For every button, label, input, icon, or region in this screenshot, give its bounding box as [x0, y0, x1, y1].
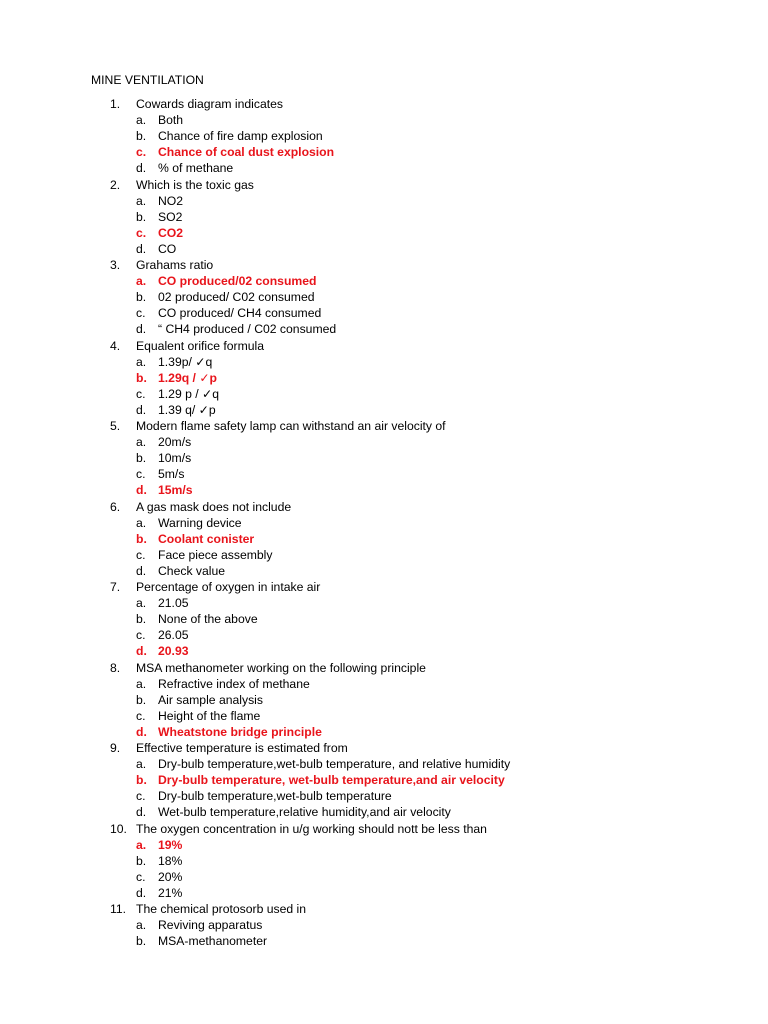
option-letter: b. — [136, 612, 147, 626]
option-letter: d. — [136, 403, 147, 417]
option-text: 20m/s — [158, 435, 192, 449]
option-letter: a. — [136, 516, 147, 530]
option-letter: d. — [136, 161, 147, 175]
question-number: 7. — [110, 580, 121, 594]
question-text: MSA methanometer working on the following principle — [136, 661, 426, 675]
question-text: The oxygen concentration in u/g working should nott be less than — [136, 822, 487, 836]
option-letter: c. — [136, 387, 146, 401]
correct-option-text: CO2 — [158, 226, 184, 240]
option-letter: c. — [136, 548, 146, 562]
question-number: 2. — [110, 178, 121, 192]
correct-option-letter: a. — [136, 838, 147, 852]
option-text: 02 produced/ C02 consumed — [158, 290, 315, 304]
question-number: 11. — [110, 902, 127, 916]
question-number: 4. — [110, 339, 121, 353]
option-text: 26.05 — [158, 628, 189, 642]
option-text: Dry-bulb temperature,wet-bulb temperature — [158, 789, 392, 803]
correct-option-letter: b. — [136, 532, 147, 546]
option-text: 21.05 — [158, 596, 189, 610]
correct-option-letter: d. — [136, 725, 147, 739]
option-text: Dry-bulb temperature,wet-bulb temperature, and relative humidity — [158, 757, 511, 771]
option-letter: d. — [136, 242, 147, 256]
option-text: 1.39 q/ ✓p — [158, 403, 216, 417]
option-letter: a. — [136, 355, 147, 369]
option-text: 20% — [158, 870, 183, 884]
question-text: Cowards diagram indicates — [136, 97, 283, 111]
option-letter: a. — [136, 596, 147, 610]
correct-option-text: 20.93 — [158, 644, 189, 658]
question-text: Which is the toxic gas — [136, 178, 254, 192]
correct-option-text: Wheatstone bridge principle — [158, 725, 322, 739]
option-letter: d. — [136, 886, 147, 900]
option-letter: d. — [136, 322, 147, 336]
option-letter: c. — [136, 870, 146, 884]
correct-option-text: 1.29q / ✓p — [158, 371, 217, 385]
option-text: 10m/s — [158, 451, 192, 465]
option-letter: d. — [136, 805, 147, 819]
option-text: Wet-bulb temperature,relative humidity,and air velocity — [158, 805, 451, 819]
option-letter: a. — [136, 194, 147, 208]
correct-option-letter: b. — [136, 773, 147, 787]
question-number: 9. — [110, 741, 121, 755]
option-text: Face piece assembly — [158, 548, 273, 562]
option-letter: a. — [136, 677, 147, 691]
correct-option-letter: a. — [136, 274, 147, 288]
option-letter: c. — [136, 709, 146, 723]
option-letter: b. — [136, 451, 147, 465]
option-text: 1.39p/ ✓q — [158, 355, 213, 369]
correct-option-letter: c. — [136, 226, 147, 240]
option-letter: a. — [136, 757, 147, 771]
option-text: 1.29 p / ✓q — [158, 387, 220, 401]
option-text: SO2 — [158, 210, 183, 224]
option-text: Check value — [158, 564, 226, 578]
option-letter: b. — [136, 693, 147, 707]
question-text: A gas mask does not include — [136, 500, 292, 514]
option-text: Both — [158, 113, 184, 127]
correct-option-letter: c. — [136, 145, 147, 159]
question-text: The chemical protosorb used in — [136, 902, 307, 916]
option-text: CO — [158, 242, 177, 256]
question-number: 5. — [110, 419, 121, 433]
option-letter: c. — [136, 628, 146, 642]
option-text: Warning device — [158, 516, 242, 530]
correct-option-text: Dry-bulb temperature, wet-bulb temperature,and air velocity — [158, 773, 505, 787]
option-letter: a. — [136, 113, 147, 127]
correct-option-text: Chance of coal dust explosion — [158, 145, 335, 159]
correct-option-text: 19% — [158, 838, 183, 852]
option-text: Chance of fire damp explosion — [158, 129, 323, 143]
option-text: “ CH4 produced / C02 consumed — [158, 322, 337, 336]
correct-option-text: Coolant conister — [158, 532, 255, 546]
option-text: 5m/s — [158, 467, 185, 481]
option-text: Refractive index of methane — [158, 677, 310, 691]
question-number: 6. — [110, 500, 121, 514]
option-text: Reviving apparatus — [158, 918, 263, 932]
question-number: 3. — [110, 258, 121, 272]
option-letter: d. — [136, 564, 147, 578]
correct-option-letter: d. — [136, 483, 147, 497]
question-number: 8. — [110, 661, 121, 675]
correct-option-text: CO produced/02 consumed — [158, 274, 317, 288]
option-letter: b. — [136, 934, 147, 948]
option-letter: a. — [136, 435, 147, 449]
correct-option-letter: b. — [136, 371, 147, 385]
option-text: 21% — [158, 886, 183, 900]
document-title: MINE VENTILATION — [91, 73, 204, 87]
option-text: NO2 — [158, 194, 184, 208]
question-text: Grahams ratio — [136, 258, 214, 272]
option-text: None of the above — [158, 612, 258, 626]
correct-option-text: 15m/s — [158, 483, 193, 497]
option-letter: b. — [136, 290, 147, 304]
option-text: % of methane — [158, 161, 234, 175]
question-text: Effective temperature is estimated from — [136, 741, 348, 755]
option-letter: c. — [136, 789, 146, 803]
option-letter: c. — [136, 306, 146, 320]
question-number: 1. — [110, 97, 121, 111]
option-text: CO produced/ CH4 consumed — [158, 306, 322, 320]
option-letter: b. — [136, 210, 147, 224]
option-letter: c. — [136, 467, 146, 481]
question-text: Percentage of oxygen in intake air — [136, 580, 321, 594]
question-number: 10. — [110, 822, 127, 836]
option-letter: a. — [136, 918, 147, 932]
correct-option-letter: d. — [136, 644, 147, 658]
option-letter: b. — [136, 854, 147, 868]
option-text: Height of the flame — [158, 709, 261, 723]
option-text: 18% — [158, 854, 183, 868]
option-text: MSA-methanometer — [158, 934, 268, 948]
question-text: Equalent orifice formula — [136, 339, 265, 353]
option-letter: b. — [136, 129, 147, 143]
option-text: Air sample analysis — [158, 693, 263, 707]
question-text: Modern flame safety lamp can withstand an air velocity of — [136, 419, 446, 433]
